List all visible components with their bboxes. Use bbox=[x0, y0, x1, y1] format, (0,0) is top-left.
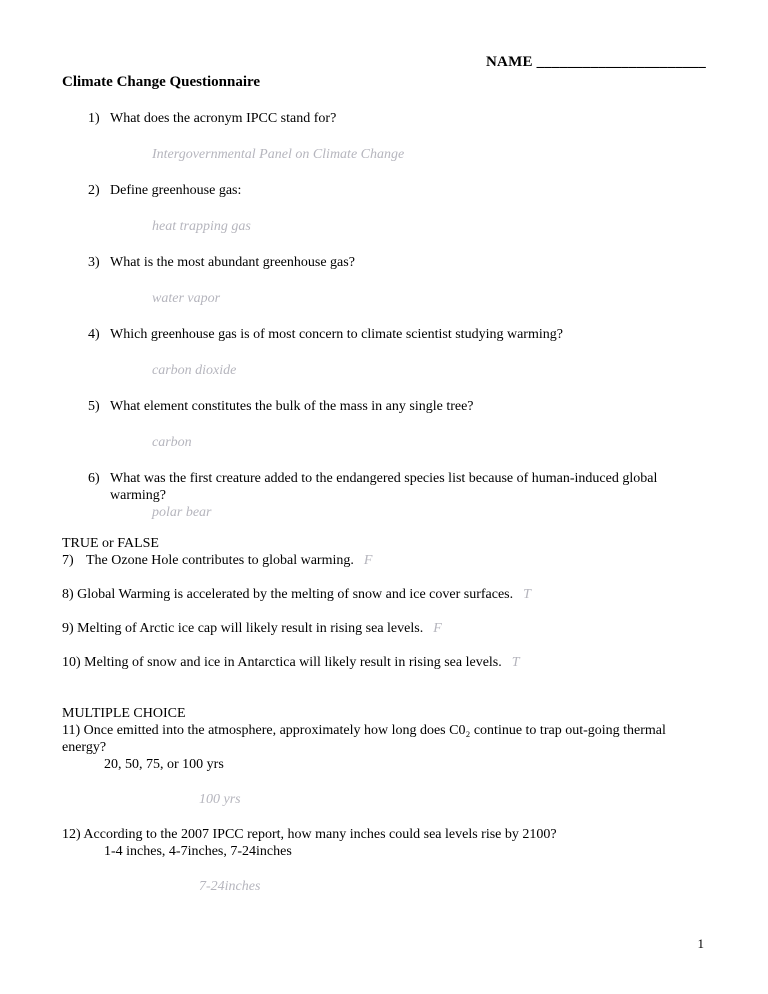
name-blank-line: NAME ______________________ bbox=[486, 54, 706, 70]
question-7 bbox=[62, 552, 706, 569]
section-heading-true-false: TRUE or FALSE bbox=[62, 536, 159, 551]
question-4 bbox=[88, 326, 706, 343]
answer-11: 100 yrs bbox=[199, 792, 241, 807]
question-number: 3) bbox=[88, 255, 100, 270]
section-heading-multiple-choice: MULTIPLE CHOICE bbox=[62, 706, 186, 721]
answer-1: Intergovernmental Panel on Climate Change bbox=[152, 147, 405, 162]
answer-3: water vapor bbox=[152, 291, 221, 306]
question-number: 10) bbox=[62, 655, 81, 670]
question-number: 12) bbox=[62, 827, 81, 842]
question-text: According to the 2007 IPCC report, how many inches could sea levels rise by 2100? bbox=[83, 827, 557, 842]
question-text: Define greenhouse gas: bbox=[110, 183, 242, 198]
question-number: 5) bbox=[88, 399, 100, 414]
choices-11: 20, 50, 75, or 100 yrs bbox=[104, 757, 224, 772]
question-text: What was the first creature added to the endangered species list because of human-induced global warming? bbox=[110, 471, 658, 503]
question-11 bbox=[62, 722, 706, 756]
question-text: The Ozone Hole contributes to global warming. bbox=[86, 553, 354, 568]
question-number: 9) bbox=[62, 621, 74, 636]
question-text: Once emitted into the atmosphere, approximately how long does C0₂ continue to trap out-going thermal energy? bbox=[62, 723, 666, 755]
answer-5: carbon bbox=[152, 435, 192, 450]
answer-12: 7-24inches bbox=[199, 879, 261, 894]
choices-12: 1-4 inches, 4-7inches, 7-24inches bbox=[104, 844, 292, 859]
question-number: 2) bbox=[88, 183, 100, 198]
answer-9: F bbox=[433, 621, 442, 636]
question-number: 8) bbox=[62, 587, 74, 602]
question-number: 1) bbox=[88, 111, 100, 126]
question-number: 7) bbox=[62, 553, 74, 568]
question-12 bbox=[62, 826, 706, 843]
question-number: 4) bbox=[88, 327, 100, 342]
answer-7: F bbox=[363, 553, 373, 568]
question-10 bbox=[62, 654, 706, 671]
answer-8: T bbox=[523, 587, 531, 602]
answer-6: polar bear bbox=[152, 505, 212, 520]
question-number: 6) bbox=[88, 471, 100, 486]
question-text: Which greenhouse gas is of most concern to climate scientist studying warming? bbox=[110, 327, 563, 342]
question-text: Melting of snow and ice in Antarctica will likely result in rising sea levels. bbox=[84, 655, 502, 670]
question-number: 11) bbox=[62, 723, 81, 738]
question-text: What does the acronym IPCC stand for? bbox=[110, 111, 337, 126]
question-3 bbox=[88, 254, 706, 271]
question-5 bbox=[88, 398, 706, 415]
question-1 bbox=[88, 110, 706, 127]
answer-10: T bbox=[511, 655, 520, 670]
question-6 bbox=[88, 470, 706, 504]
page-title: Climate Change Questionnaire bbox=[62, 74, 261, 90]
question-2 bbox=[88, 182, 706, 199]
question-8 bbox=[62, 586, 706, 603]
question-text: What element constitutes the bulk of the mass in any single tree? bbox=[110, 399, 474, 414]
question-text: What is the most abundant greenhouse gas? bbox=[110, 255, 355, 270]
question-text: Global Warming is accelerated by the melting of snow and ice cover surfaces. bbox=[77, 587, 514, 602]
question-text: Melting of Arctic ice cap will likely result in rising sea levels. bbox=[77, 621, 424, 636]
answer-2: heat trapping gas bbox=[152, 219, 251, 234]
page-number: 1 bbox=[697, 936, 704, 951]
question-9 bbox=[62, 620, 706, 637]
answer-4: carbon dioxide bbox=[152, 363, 237, 378]
